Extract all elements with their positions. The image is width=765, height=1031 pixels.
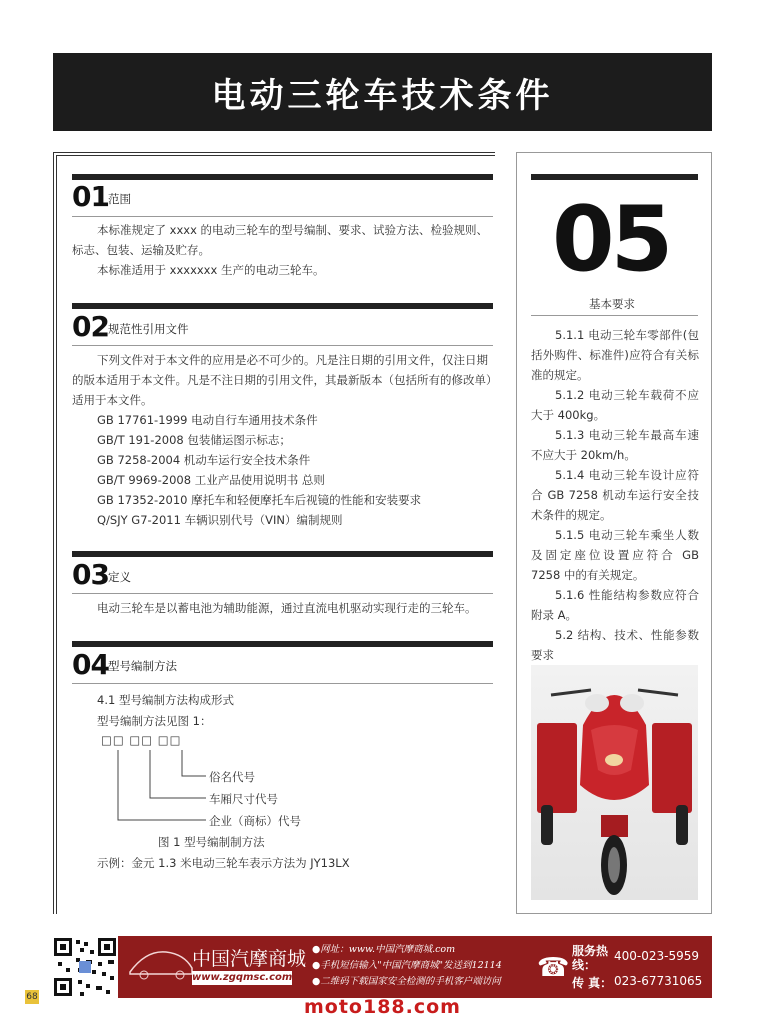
section-02-paragraph-1: 下列文件对于本文件的应用是必不可少的。凡是注日期的引用文件，仅注日期的版本适用于本文件。凡是不注日期的引用文件，其最新版本（包括所有的修改单）适用于本文件。 xyxy=(72,353,492,407)
section-04-number: 04 xyxy=(72,648,109,681)
site-watermark: moto188.com xyxy=(304,996,461,1018)
right-column-bar xyxy=(531,174,698,180)
section-05-rule xyxy=(531,315,698,316)
section-04-line-2: 型号编制方法见图 1： xyxy=(97,714,212,728)
footer-info-line-1: ●网址：www.中国汽摩商城.com xyxy=(312,944,456,955)
section-01-number: 01 xyxy=(72,180,109,213)
section-01-paragraph-1: 本标准规定了 xxxx 的电动三轮车的型号编制、要求、试验方法、检验规则、标志、包装、运输及贮存。 xyxy=(72,223,489,257)
requirement-paragraph: 5.1.4 电动三轮车设计应符合 GB 7258 机动车运行安全技术条件的规定。 xyxy=(531,468,699,522)
section-05-title: 基本要求 xyxy=(589,297,635,311)
reference-item: Q/SJY G7-2011 车辆识别代号（VIN）编制规则 xyxy=(97,513,343,527)
section-03-number: 03 xyxy=(72,558,109,591)
footer-banner xyxy=(52,936,712,998)
connector-line-1 xyxy=(182,750,206,776)
diagram-label-3: 企业（商标）代号 xyxy=(209,814,301,828)
section-05-number: 05 xyxy=(552,187,670,292)
requirement-paragraph: 5.1.2 电动三轮车载荷不应大于 400kg。 xyxy=(531,388,699,422)
phone-icon: ☎ xyxy=(537,953,570,983)
service-number: 400-023-5959 xyxy=(614,949,700,963)
model-code-boxes: □□ □□ □□ xyxy=(101,733,182,747)
diagram-label-1: 俗名代号 xyxy=(209,770,255,784)
figure-caption: 图 1 型号编制制方法 xyxy=(158,835,265,849)
section-01-bar xyxy=(72,174,493,180)
reference-item: GB 7258-2004 机动车运行安全技术条件 xyxy=(97,453,311,467)
section-02-number: 02 xyxy=(72,310,109,343)
section-01-paragraph-2: 本标准适用于 xxxxxxx 生产的电动三轮车。 xyxy=(97,263,325,277)
reference-item: GB 17761-1999 电动自行车通用技术条件 xyxy=(97,413,318,427)
diagram-label-2: 车厢尺寸代号 xyxy=(209,792,278,806)
tricycle-photo xyxy=(531,665,698,900)
section-03-bar xyxy=(72,551,493,557)
requirement-paragraph: 5.1.1 电动三轮车零部件(包括外购件、标准件)应符合有关标准的规定。 xyxy=(531,328,699,382)
section-02-rule xyxy=(72,345,493,346)
section-02-title: 规范性引用文件 xyxy=(108,322,189,336)
fax-label: 传 真： xyxy=(572,976,613,990)
model-code-diagram xyxy=(100,748,220,828)
reference-item: GB/T 9969-2008 工业产品使用说明书 总则 xyxy=(97,473,325,487)
reference-item: GB 17352-2010 摩托车和轻便摩托车后视镜的性能和安装要求 xyxy=(97,493,422,507)
section-01-title: 范围 xyxy=(108,192,131,206)
service-label: 服务热线： xyxy=(572,944,609,972)
reference-item: GB/T 191-2008 包装储运图示标志； xyxy=(97,433,291,447)
section-03-title: 定义 xyxy=(108,570,131,584)
page-header xyxy=(53,53,712,131)
example-text: 示例：金元 1.3 米电动三轮车表示方法为 JY13LX xyxy=(97,856,350,870)
car-logo-icon xyxy=(126,942,196,984)
footer-brand: 中国汽摩商城 xyxy=(192,948,307,970)
footer-url[interactable]: www.zgqmsc.com xyxy=(192,972,293,983)
fax-number: 023-67731065 xyxy=(614,974,703,988)
requirement-paragraph: 5.2 结构、技术、性能参数要求 xyxy=(531,628,699,662)
qr-code[interactable] xyxy=(52,936,118,998)
page-number: 68 xyxy=(26,992,38,1002)
section-01-rule xyxy=(72,216,493,217)
requirement-paragraph: 5.1.6 性能结构参数应符合附录 A。 xyxy=(531,588,699,622)
section-04-bar xyxy=(72,641,493,647)
section-03-rule xyxy=(72,593,493,594)
section-04-line-1: 4.1 型号编制方法构成形式 xyxy=(97,693,234,707)
section-02-bar xyxy=(72,303,493,309)
section-03-paragraph-1: 电动三轮车是以蓄电池为辅助能源，通过直流电机驱动实现行走的三轮车。 xyxy=(97,601,477,615)
section-04-title: 型号编制方法 xyxy=(108,659,177,673)
footer-info-line-3: ●二维码下载国家安全检测的手机客户端访问 xyxy=(312,976,501,987)
page-title: 电动三轮车技术条件 xyxy=(211,75,554,116)
connector-line-2 xyxy=(150,750,206,798)
requirement-paragraph: 5.1.3 电动三轮车最高车速不应大于 20km/h。 xyxy=(531,428,699,462)
requirement-paragraph: 5.1.5 电动三轮车乘坐人数及固定座位设置应符合 GB 7258 中的有关规定。 xyxy=(531,528,699,582)
connector-line-3 xyxy=(118,750,206,820)
footer-info-line-2: ●手机短信输入"中国汽摩商城"发送到12114 xyxy=(312,960,502,971)
section-04-rule xyxy=(72,683,493,684)
